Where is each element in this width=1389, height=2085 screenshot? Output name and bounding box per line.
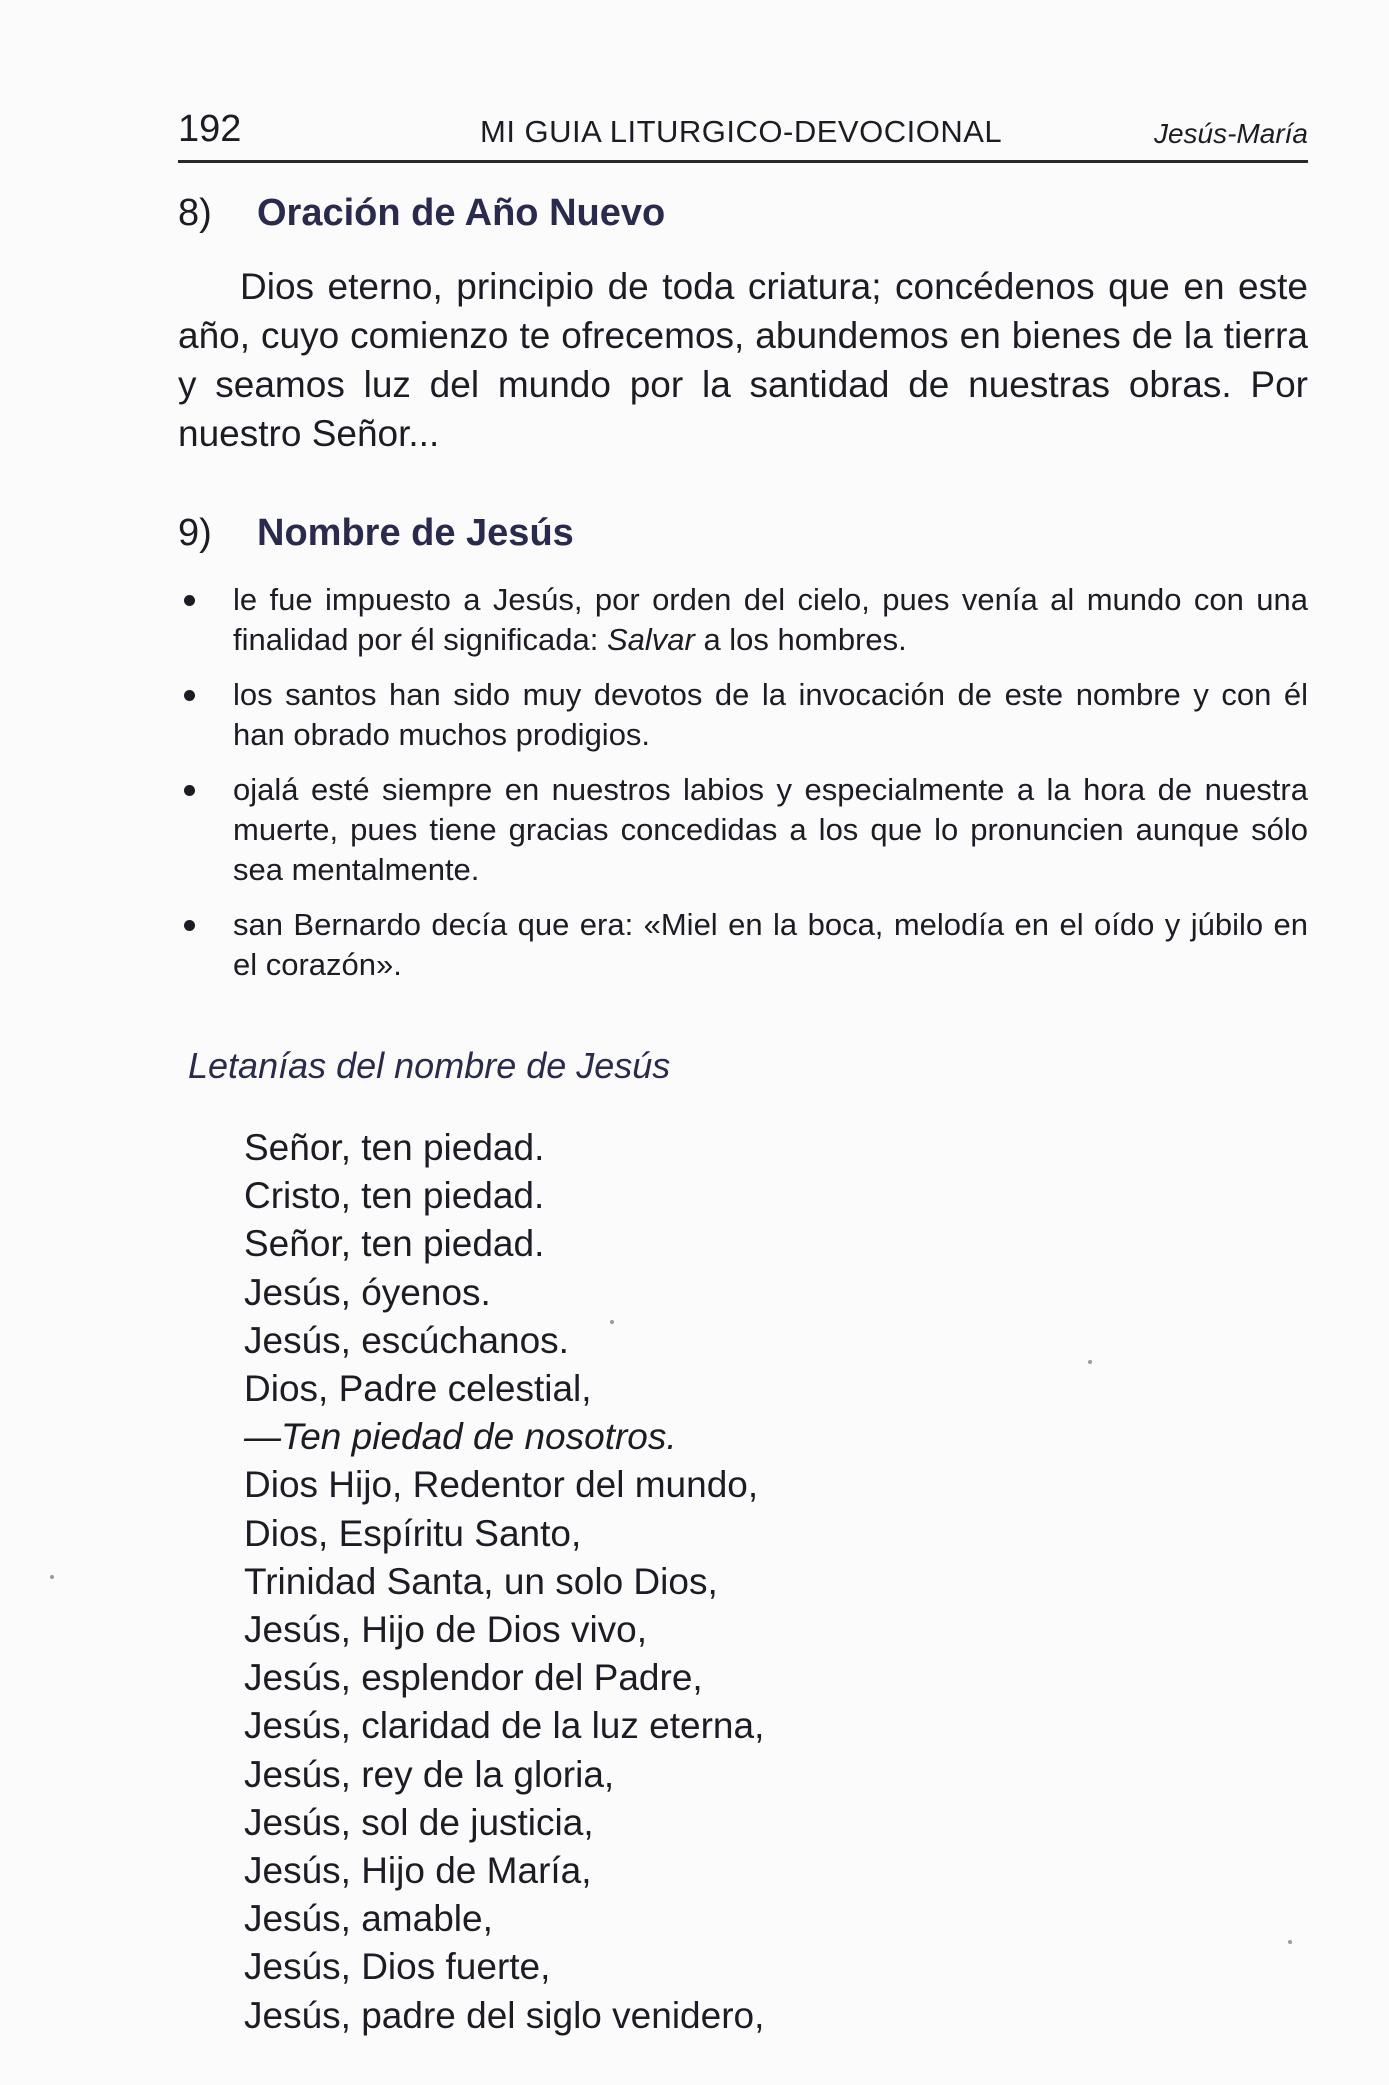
bullet-text-after: a los hombres. [694,622,907,657]
running-header [178,108,1308,156]
litany-line: Jesús, sol de justicia, [244,1801,594,1843]
litany-line: Jesús, Hijo de María, [244,1850,592,1892]
bullet-emphasis: Salvar [606,622,695,657]
section-8-number: 8) [178,192,212,234]
paper-speck [1088,1360,1092,1364]
paper-speck [50,1575,54,1579]
litany-list [244,1124,764,2040]
paper-speck [1288,1940,1292,1944]
litany-line: Cristo, ten piedad. [244,1175,545,1217]
litany-line: Jesús, esplendor del Padre, [244,1657,703,1699]
litany-line: Jesús, padre del siglo venidero, [244,1994,765,2036]
bullet-icon [184,785,195,796]
litany-line: Jesús, escúchanos. [244,1319,569,1361]
litany-line: Dios, Padre celestial, [244,1368,592,1410]
litany-title: Letanías del nombre de Jesús [188,1045,671,1086]
section-9-number: 9) [178,512,212,554]
bullet-item [178,905,1308,985]
bullet-list [178,580,1308,1000]
litany-line: Dios, Espíritu Santo, [244,1512,582,1554]
book-title: MI GUIA LITURGICO-DEVOCIONAL [480,114,1003,149]
litany-line: Señor, ten piedad. [244,1223,545,1265]
section-label: Jesús-María [1153,118,1308,149]
bullet-icon [184,595,195,606]
litany-line: Trinidad Santa, un solo Dios, [244,1560,718,1602]
litany-line: Jesús, claridad de la luz eterna, [244,1705,765,1747]
section-9-title: Nombre de Jesús [257,512,574,554]
bullet-item [178,580,1308,660]
bullet-text: ojalá esté siempre en nuestros labios y especialmente a la hora de nuestra muerte, pues tiene gracias concedidas a los que lo pronuncien aunque sólo sea mentalmente. [233,772,1308,887]
litany-line: Jesús, amable, [244,1898,493,1940]
litany-line: Dios Hijo, Redentor del mundo, [244,1464,759,1506]
bullet-text: los santos han sido muy devotos de la invocación de este nombre y con él han obrado muchos prodigios. [233,677,1308,752]
litany-response: —Ten piedad de nosotros. [244,1416,677,1458]
bullet-text: san Bernardo decía que era: «Miel en la boca, melodía en el oído y júbilo en el corazón». [233,907,1308,982]
bullet-icon [184,920,195,931]
header-rule [178,160,1308,163]
section-9-heading [178,512,574,555]
section-8-title: Oración de Año Nuevo [257,192,666,234]
bullet-item [178,770,1308,890]
litany-line: Jesús, rey de la gloria, [244,1753,615,1795]
litany-line: Jesús, óyenos. [244,1271,491,1313]
litany-line: Jesús, Dios fuerte, [244,1946,551,1988]
section-8-heading [178,192,665,235]
bullet-item [178,675,1308,755]
page-number: 192 [178,108,242,150]
bullet-text-before: le fue impuesto a Jesús, por orden del cielo, pues venía al mundo con una finalidad por él significada: [233,582,1308,657]
paper-speck [610,1320,614,1324]
litany-line: Jesús, Hijo de Dios vivo, [244,1609,648,1651]
litany-line: Señor, ten piedad. [244,1127,545,1168]
bullet-icon [184,690,195,701]
prayer-paragraph: Dios eterno, principio de toda criatura; concédenos que en este año, cuyo comienzo te ofrecemos, abundemos en bienes de la tierra y seamos luz del mundo por la santidad de nuestras obras. Por nuestro Señor... [178,266,1308,454]
